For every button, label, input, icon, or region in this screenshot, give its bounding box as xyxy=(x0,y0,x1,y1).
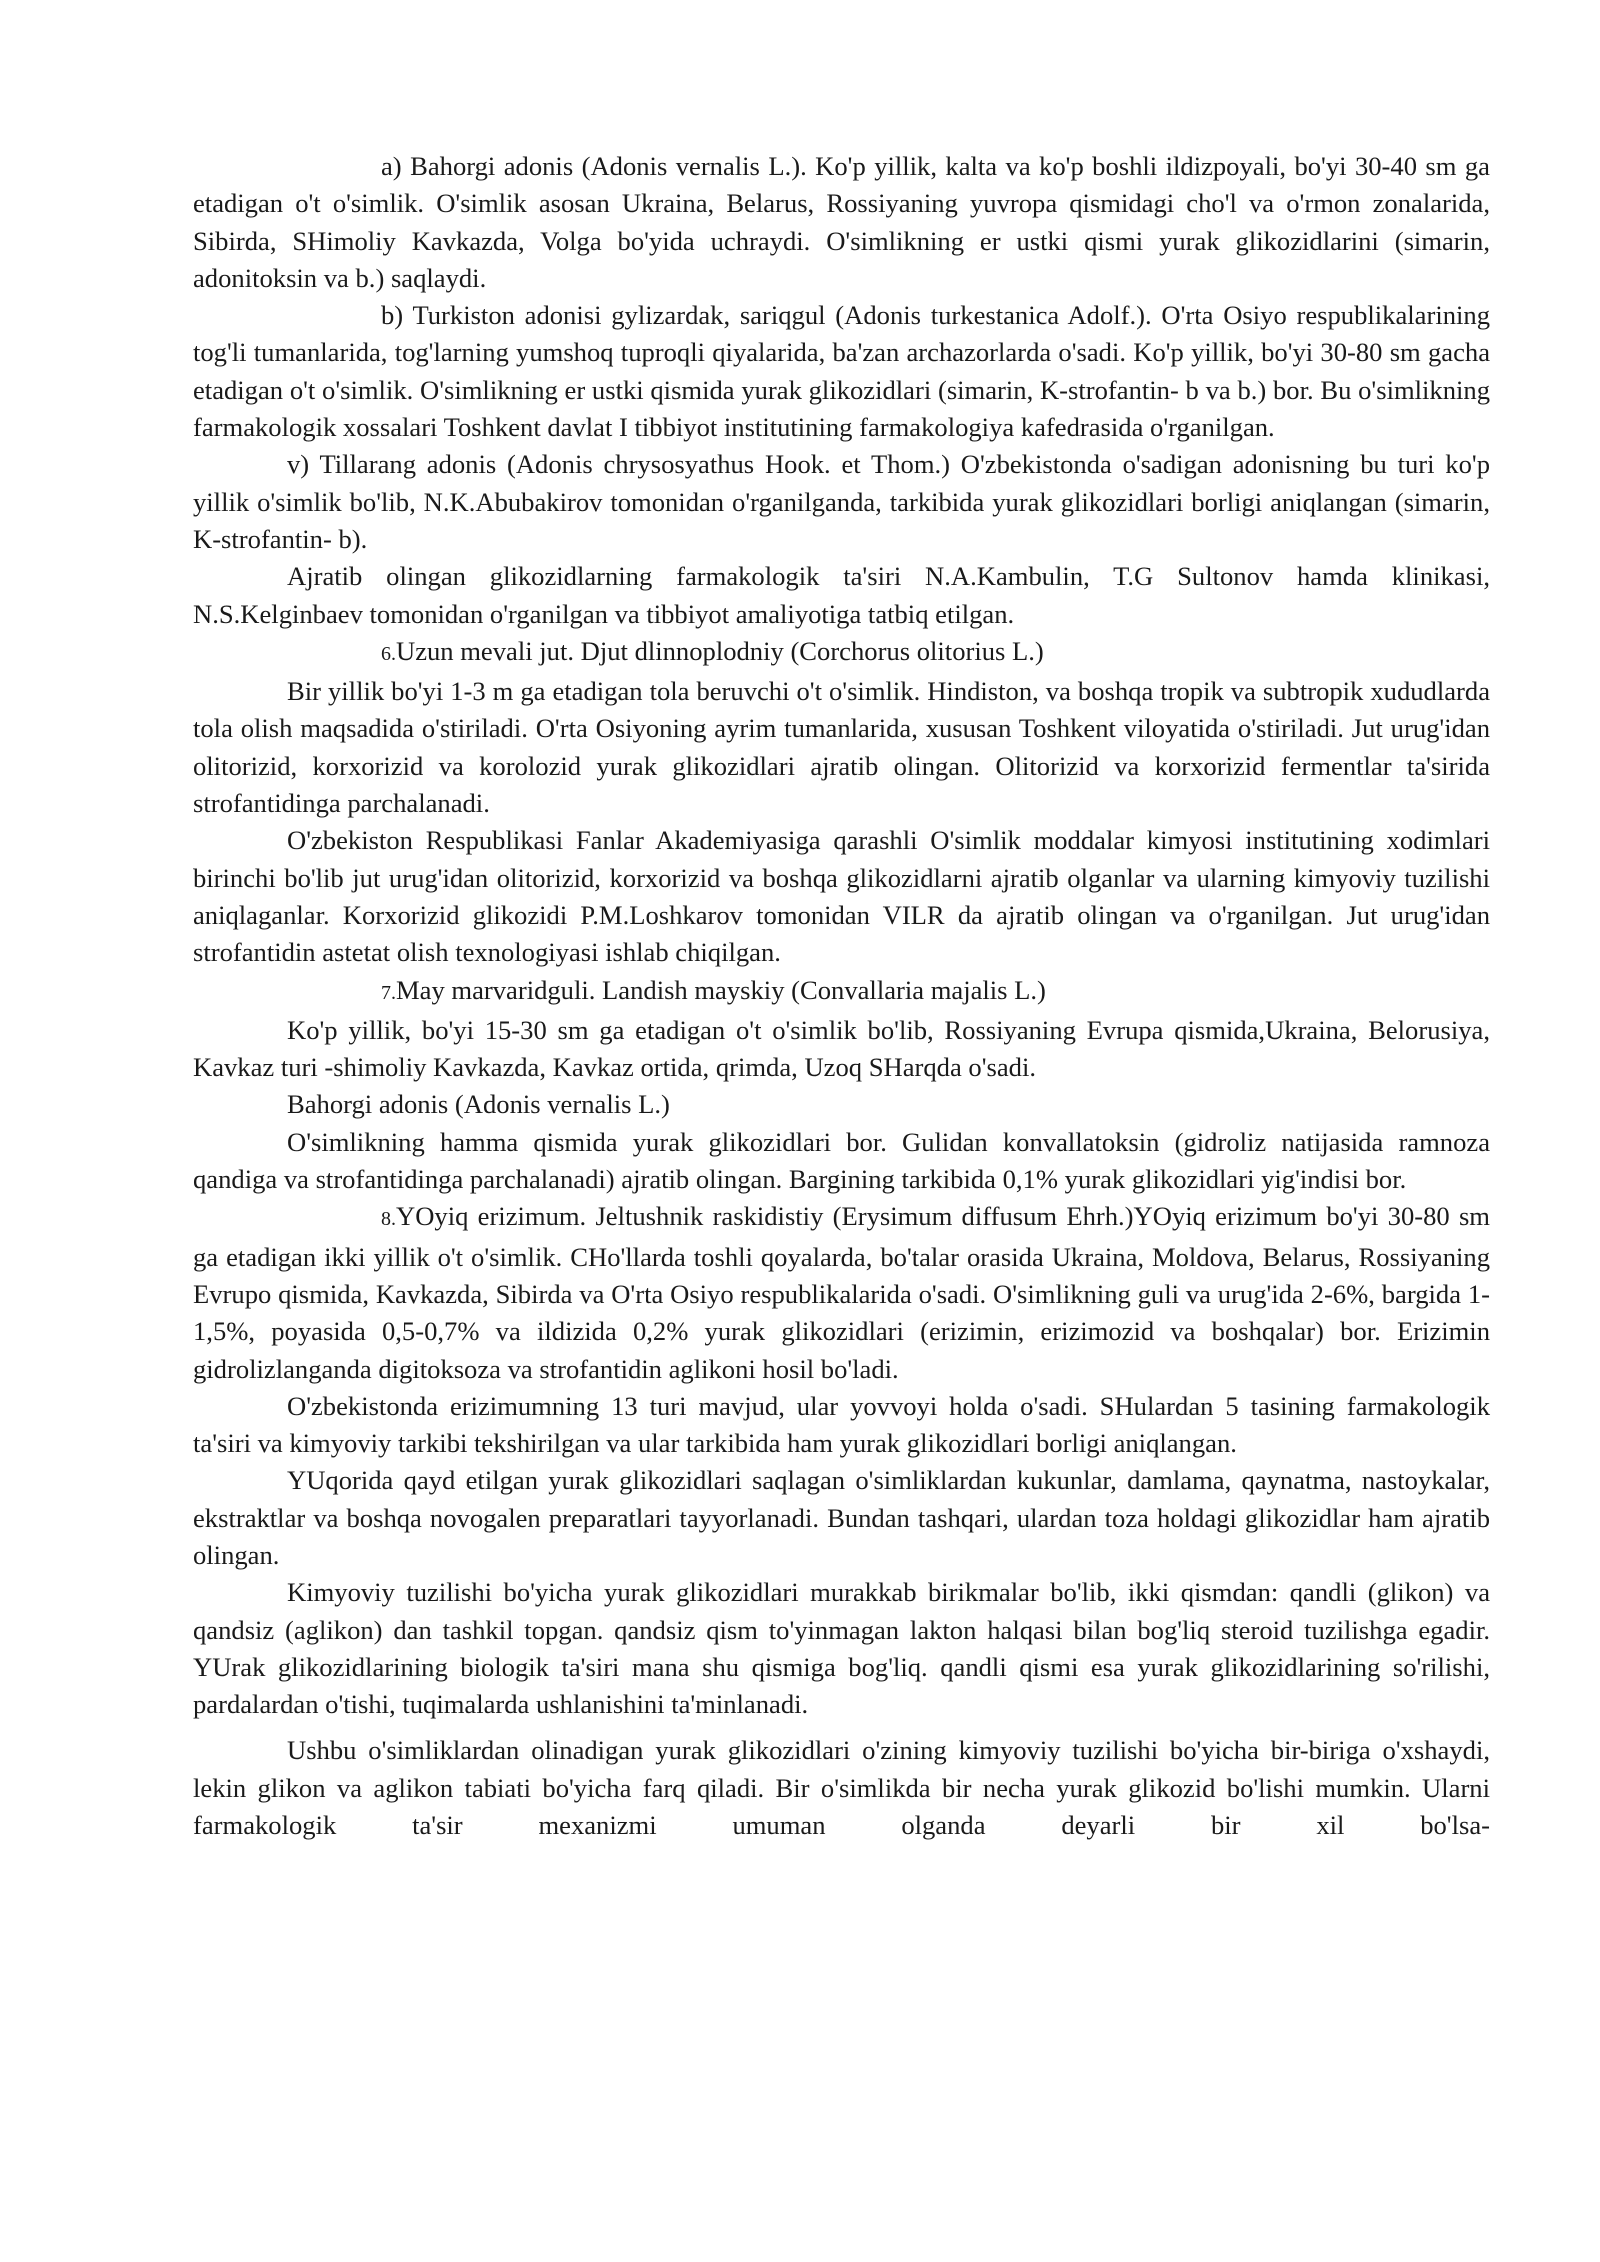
heading-text: May marvaridguli. Landish mayskiy (Convallaria majalis L.) xyxy=(396,974,1046,1005)
paragraph-glycoside-similarity: Ushbu o'simliklardan olinadigan yurak glikozidlari o'zining kimyoviy tuzilishi bo'yicha bir-biriga o'xshaydi, lekin glikon va aglikon tabiati bo'yicha farq qiladi. Bir o'simlikda bir necha yurak glikozid bo'lishi mumkin. Ularni farmakologik ta'sir mexanizmi umuman olganda deyarli bir xil bo'lsa- xyxy=(193,1735,1490,1841)
paragraph-erysimum-species: O'zbekistonda erizimumning 13 turi mavjud, ular yovvoyi holda o'sadi. SHulardan 5 tasining farmakologik ta'siri va kimyoviy tarkibi tekshirilgan va ular tarkibida ham yurak glikozidlari borligi aniqlangan. xyxy=(193,1390,1490,1459)
heading-erysimum xyxy=(193,1198,1490,1387)
paragraph-preparations: YUqorida qayd etilgan yurak glikozidlari saqlagan o'simliklardan kukunlar, damlama, qaynatma, nastoykalar, ekstraktlar va boshqa novogalen preparatlari tayyorlanadi. Bundan tashqari, ulardan toza holdagi glikozidlar ham ajratib olingan. xyxy=(193,1465,1490,1570)
document-page xyxy=(193,148,1490,1844)
heading-text: Uzun mevali jut. Djut dlinnoplodniy (Corchorus olitorius L.) xyxy=(396,635,1044,666)
paragraph-bahorgi-adonis: Bahorgi adonis (Adonis vernalis L.) xyxy=(287,1089,670,1120)
paragraph-glycoside-pharmacology: Ajratib olingan glikozidlarning farmakologik ta'siri N.A.Kambulin, T.G Sultonov hamda klinikasi, N.S.Kelginbaev tomonidan o'rganilgan va tibbiyot amaliyotiga tatbiq etilgan. xyxy=(193,561,1490,629)
paragraph-adonis-chrysocyathus: v) Tillarang adonis (Adonis chrysosyathus Hook. et Thom.) O'zbekistonda o'sadigan adonisning bu turi ko'p yillik o'simlik bo'lib, N.K.Abubakirov tomonidan o'rganilganda, tarkibida yurak glikozidlari borligi aniqlangan (simarin, K-strofantin- b). xyxy=(193,449,1490,554)
item-number: 6. xyxy=(381,642,396,665)
item-number: 8. xyxy=(381,1208,396,1231)
paragraph-text: Bahorgi adonis (Adonis vernalis L.). Ko'p yillik, kalta va ko'p boshli ildizpoyali, bo'yi 30-40 sm ga etadigan o't o'simlik. O'simlik asosan Ukraina, Belarus, Rossiyaning yuvropa qismidagi cho'l va o'rmon zonalarida, Sibirda, SHimoliy Kavkazda, Volga bo'yida uchraydi. O'simlikning er ustki qismi yurak glikozidlarini (simarin, adonitoksin va b.) saqlaydi. xyxy=(193,151,1490,293)
paragraph-chemical-structure: Kimyoviy tuzilishi bo'yicha yurak glikozidlari murakkab birikmalar bo'lib, ikki qismdan: qandli (glikon) va qandsiz (aglikon) dan tashkil topgan. qandsiz qism to'yinmagan lakton halqasi bilan bog'liq steroid tuzilishga egadir. YUrak glikozidlarining biologik ta'siri mana shu qismiga bog'liq. qandli qismi esa yurak glikozidlarining so'rilishi, pardalardan o'tishi, tuqimalarda ushlanishini ta'minlanadi. xyxy=(193,1577,1490,1720)
paragraph-adonis-turkestanica xyxy=(193,297,1490,446)
paragraph-text: Turkiston adonisi gylizardak, sariqgul (Adonis turkestanica Adolf.). O'rta Osiyo respublikalarining tog'li tumanlarida, tog'larning yumshoq tuproqli qiyalarida, ba'zan archazorlarda o'sadi. Ko'p yillik, bo'yi 30-80 sm gacha etadigan o't o'simlik. O'simlikning er ustki qismida yurak glikozidlari (simarin, K-strofantin- b va b.) bor. Bu o'simlikning farmakologik xossalari Toshkent davlat I tibbiyot institutining farmakologiya kafedrasida o'rganilgan. xyxy=(193,300,1490,443)
heading-corchorus xyxy=(193,633,1490,673)
paragraph-convallaria-description: Ko'p yillik, bo'yi 15-30 sm ga etadigan o't o'simlik bo'lib, Rossiyaning Evrupa qismida,Ukraina, Belorusiya, Kavkaz turi -shimoliy Kavkazda, Kavkaz ortida, qrimda, Uzoq SHarqda o'sadi. xyxy=(193,1014,1490,1083)
paragraph-text: YOyiq erizimum. Jeltushnik raskidistiy (Erysimum diffusum Ehrh.)YOyiq erizimum bo'yi 30-80 sm ga etadigan ikki yillik o't o'simlik. CHo'llarda toshli qoyalarda, bo'talar orasida Ukraina, Moldova, Belarus, Rossiyaning Evrupo qismida, Kavkazda, Sibirda va O'rta Osiyo respublikalarida o'sadi. O'simlikning guli va urug'ida 2-6%, bargida 1-1,5%, poyasida 0,5-0,7% va ildizida 0,2% yurak glikozidlari (erizimin, erizimozid va boshqalar) bor. Erizimin gidrolizlanganda digitoksoza va strofantidin aglikoni hosil bo'ladi. xyxy=(193,1201,1490,1384)
item-number: 7. xyxy=(381,981,396,1004)
paragraph-adonis-vernalis xyxy=(193,148,1490,297)
paragraph-label: b) xyxy=(381,300,404,331)
heading-convallaria xyxy=(193,972,1490,1012)
paragraph-jute-research: O'zbekiston Respublikasi Fanlar Akademiyasiga qarashli O'simlik moddalar kimyosi institutining xodimlari birinchi bo'lib jut urug'idan olitorizid, korxorizid va boshqa glikozidlarni ajratib olganlar va ularning kimyoviy tuzilishi aniqlaganlar. Korxorizid glikozidi P.M.Loshkarov tomonidan VILR da ajratib olingan va o'rganilgan. Jut urug'idan strofantidin astetat olish texnologiyasi ishlab chiqilgan. xyxy=(193,825,1490,968)
paragraph-jute-description: Bir yillik bo'yi 1-3 m ga etadigan tola beruvchi o't o'simlik. Hindiston, va boshqa tropik va subtropik xududlarda tola olish maqsadida o'stiriladi. O'rta Osiyoning ayrim tumanlarida, xususan Toshkent viloyatida o'stiriladi. Jut urug'idan olitorizid, korxorizid va korolozid yurak glikozidlari ajratib olingan. Olitorizid va korxorizid fermentlar ta'sirida strofantidinga parchalanadi. xyxy=(193,676,1490,819)
paragraph-label: a) xyxy=(381,151,402,181)
paragraph-convallaria-glycosides: O'simlikning hamma qismida yurak glikozidlari bor. Gulidan konvallatoksin (gidroliz natijasida ramnoza qandiga va strofantidinga parchalanadi) ajratib olingan. Bargining tarkibida 0,1% yurak glikozidlari yig'indisi bor. xyxy=(193,1126,1490,1195)
